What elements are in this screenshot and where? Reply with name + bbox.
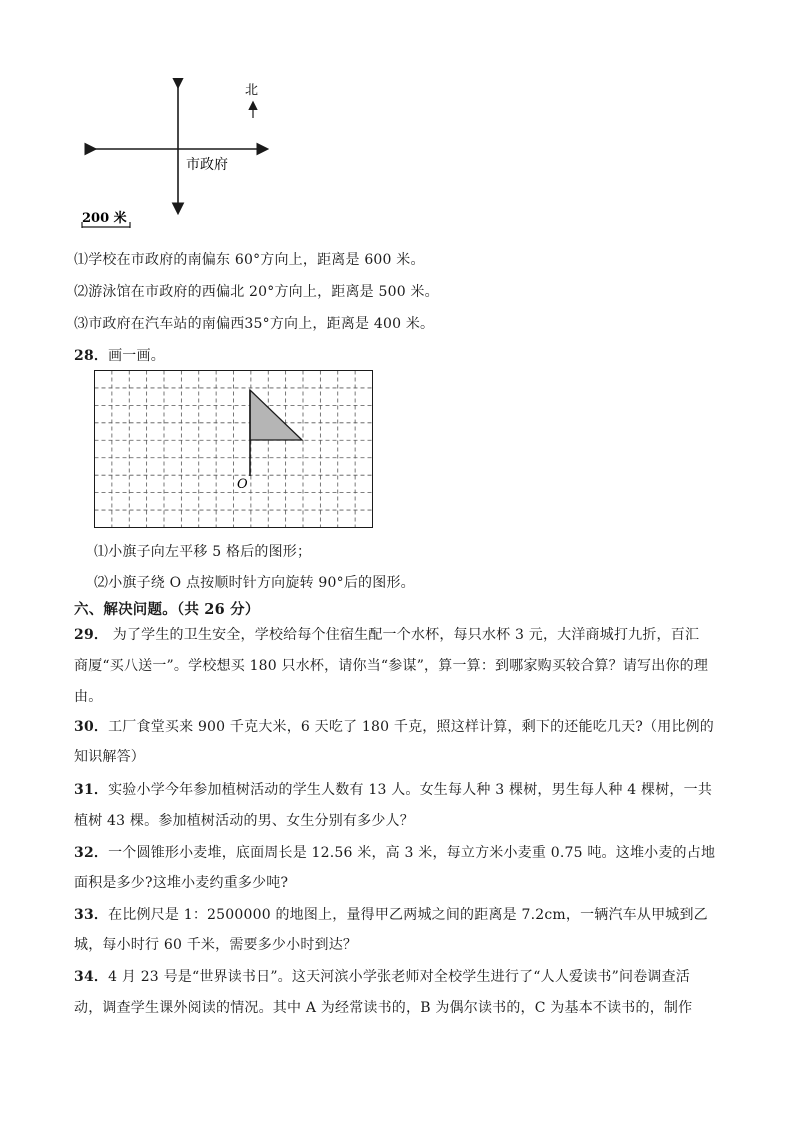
q34-line-1: 34．4 月 23 号是“世界读书日”。这天河滨小学张老师对全校学生进行了“人人爱读书”问卷调查活	[74, 969, 690, 985]
grid-dashed-lines	[95, 371, 373, 528]
q29-line-2: 商厦“买八送一”。学校想买 180 只水杯，请你当“参谋”，算一算：到哪家购买较合算？请写出你的理	[74, 658, 709, 674]
q30-number: 30．	[74, 719, 109, 735]
q27-item-2: ⑵游泳馆在市政府的西偏北 20°方向上，距离是 500 米。	[74, 284, 439, 300]
q30-line-2: 知识解答）	[74, 749, 145, 765]
q33-number: 33．	[74, 907, 109, 923]
scale-label: 200 米	[82, 211, 127, 226]
flag-grid-figure	[94, 370, 374, 530]
q30-line-1: 30．工厂食堂买来 900 千克大米，6 天吃了 180 千克，照这样计算，剩下的还能吃几天?（用比例的	[74, 719, 714, 735]
q29-number: 29．	[74, 627, 109, 643]
q28-line	[74, 345, 165, 365]
north-label: 北	[245, 83, 259, 98]
q32-number: 32．	[74, 845, 109, 861]
q31-number: 31．	[74, 782, 109, 798]
q27-item-1: ⑴学校在市政府的南偏东 60°方向上，距离是 600 米。	[74, 252, 425, 268]
q32-line-2: 面积是多少?这堆小麦约重多少吨?	[74, 875, 289, 891]
q31-line-1: 31．实验小学今年参加植树活动的学生人数有 13 人。女生每人种 3 棵树，男生每人种 4 棵树，一共	[74, 782, 713, 798]
section6-title: 六、解决问题。（共 26 分）	[74, 601, 260, 618]
q34-number: 34．	[74, 969, 109, 985]
q28-text: 画一画。	[108, 348, 165, 364]
flag-triangle	[250, 390, 302, 440]
q28-item-2: ⑵小旗子绕 O 点按顺时针方向旋转 90°后的图形。	[94, 575, 415, 591]
q27-item-3: ⑶市政府在汽车站的南偏西35°方向上，距离是 400 米。	[74, 316, 435, 332]
q34-line-2: 动，调查学生课外阅读的情况。其中 A 为经常读书的，B 为偶尔读书的，C 为基本不读书的，制作	[74, 1000, 693, 1016]
q32-line-1: 32．一个圆锥形小麦堆，底面周长是 12.56 米，高 3 米，每立方米小麦重 0.75 吨。这堆小麦的占地	[74, 845, 716, 861]
q28-number: 28．	[74, 348, 109, 364]
q28-item-1: ⑴小旗子向左平移 5 格后的图形；	[94, 544, 312, 560]
q29-line-3: 由。	[74, 689, 103, 705]
q29-line-1: 29． 为了学生的卫生安全，学校给每个住宿生配一个水杯，每只水杯 3 元，大洋商城打九折，百汇	[74, 627, 700, 643]
q31-line-2: 植树 43 棵。参加植树活动的男、女生分别有多少人？	[74, 813, 414, 829]
q33-line-1: 33．在比例尺是 1：2500000 的地图上，量得甲乙两城之间的距离是 7.2cm，一辆汽车从甲城到乙	[74, 907, 708, 923]
q33-line-2: 城，每小时行 60 千米，需要多少小时到达？	[74, 937, 358, 953]
point-o-label: O	[237, 477, 248, 492]
city-hall-label: 市政府	[186, 157, 228, 173]
direction-map-figure	[80, 78, 280, 228]
